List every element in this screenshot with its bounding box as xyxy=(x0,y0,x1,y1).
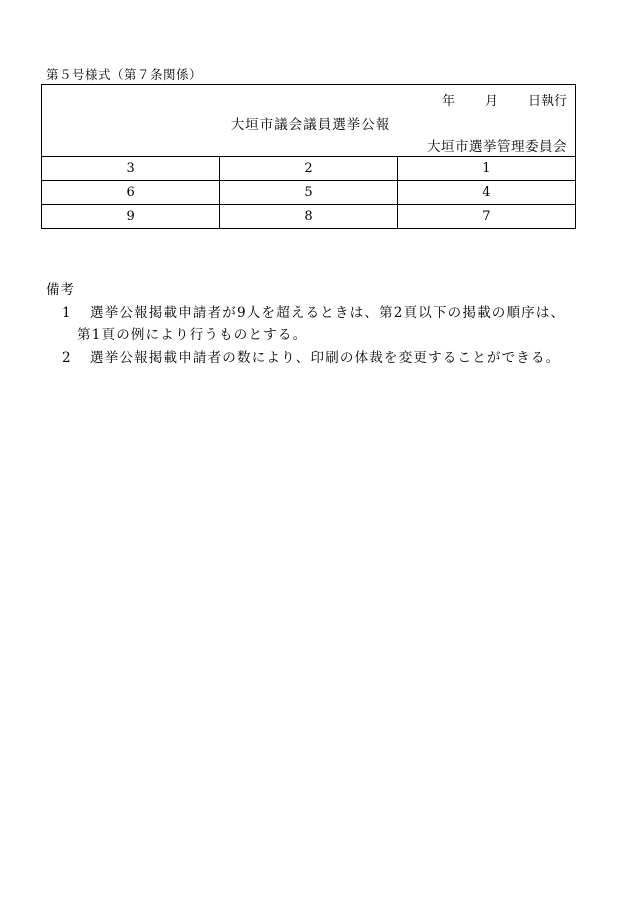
execution-date xyxy=(442,90,567,109)
form-number: 第５号様式（第７条関係） xyxy=(46,67,203,82)
bulletin-frame xyxy=(41,84,576,229)
grid-row xyxy=(42,205,575,229)
grid-cell: 2 xyxy=(220,157,398,181)
grid-cell: 9 xyxy=(42,205,220,229)
remark-text: 選挙公報掲載申請者が9人を超えるときは、第2頁以下の掲載の順序は、 xyxy=(90,305,566,321)
date-day-label: 日執行 xyxy=(527,94,567,109)
grid-cell: 3 xyxy=(42,157,220,181)
grid-cell: 6 xyxy=(42,181,220,205)
grid-row xyxy=(42,157,575,181)
grid-cell: 5 xyxy=(220,181,398,205)
remark-item-2 xyxy=(62,346,560,366)
grid-cell: 1 xyxy=(397,157,575,181)
date-month-label: 月 xyxy=(484,94,498,109)
date-year-label: 年 xyxy=(441,94,455,109)
grid-cell: 7 xyxy=(397,205,575,229)
remarks-heading: 備考 xyxy=(46,282,75,298)
grid-cell: 4 xyxy=(397,181,575,205)
grid-cell: 8 xyxy=(220,205,398,229)
remark-text: 選挙公報掲載申請者の数により、印刷の体裁を変更することができる。 xyxy=(90,350,561,366)
remark-number: 2 xyxy=(62,350,72,366)
remark-item-1-continuation: 第1頁の例により行うものとする。 xyxy=(77,327,308,343)
issuer-name: 大垣市選挙管理委員会 xyxy=(427,139,567,155)
remark-number: 1 xyxy=(62,305,72,321)
grid-row xyxy=(42,181,575,205)
bulletin-title: 大垣市議会議員選挙公報 xyxy=(230,117,391,133)
remark-item-1 xyxy=(62,301,565,321)
candidate-order-grid xyxy=(42,157,575,228)
bulletin-header xyxy=(42,85,575,157)
